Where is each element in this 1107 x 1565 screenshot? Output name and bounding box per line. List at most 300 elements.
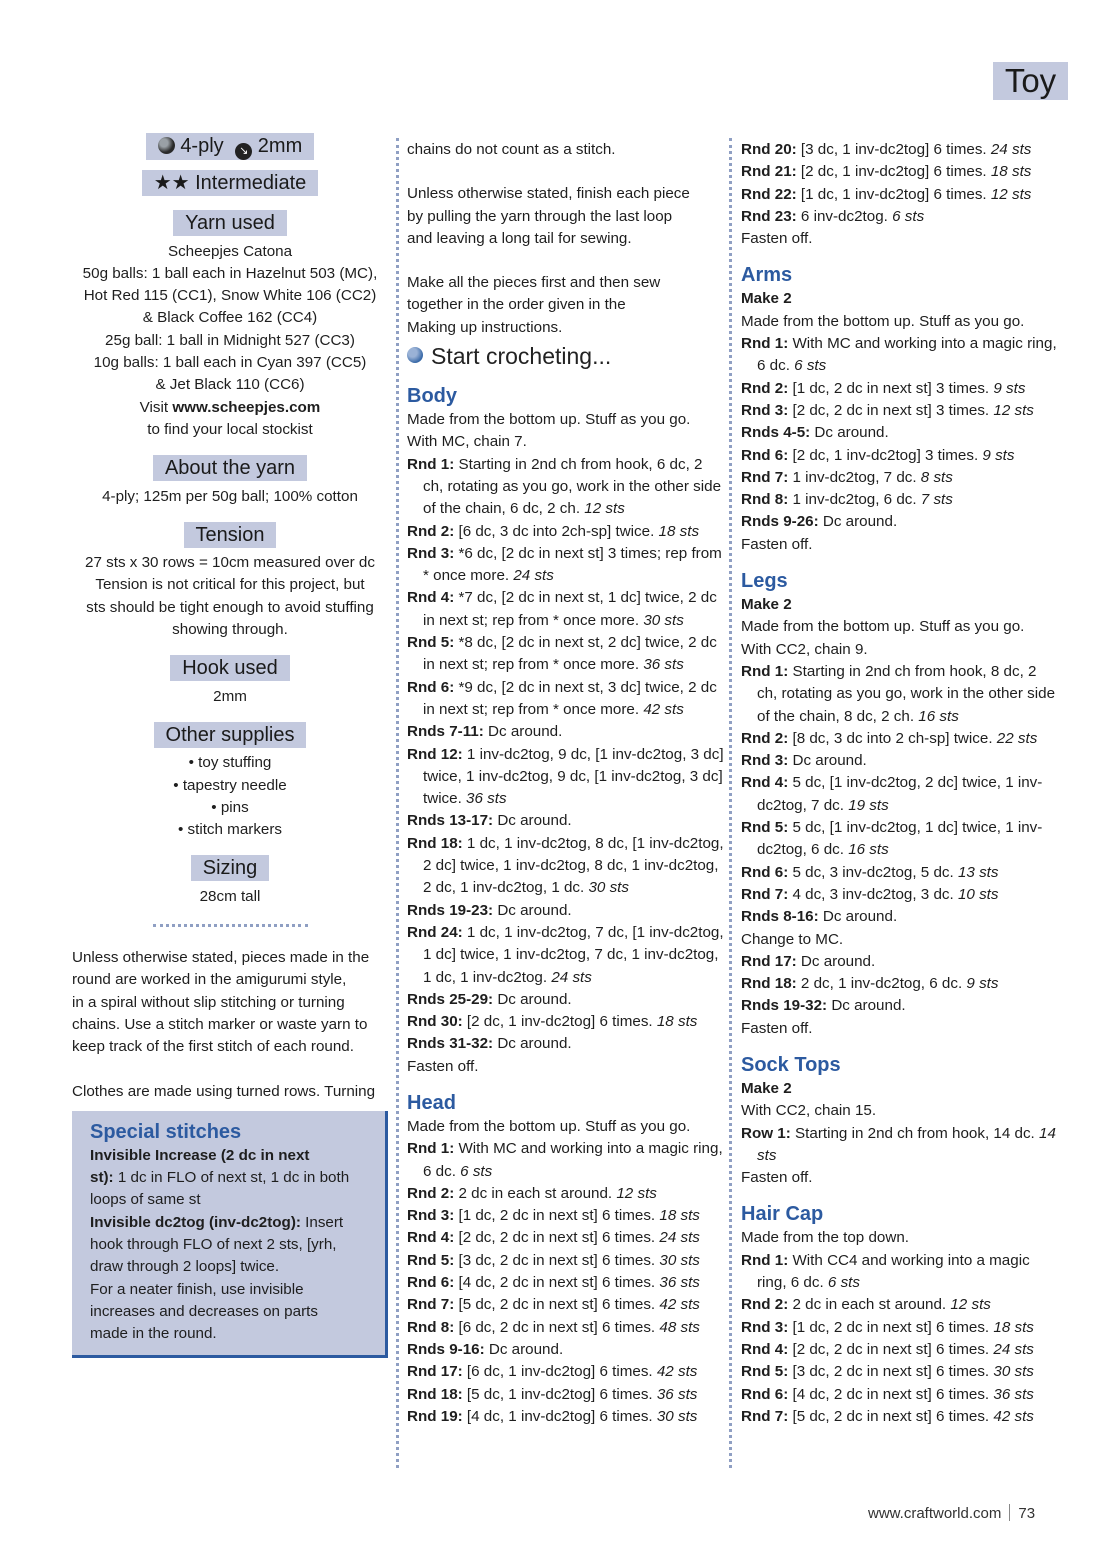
pattern-row <box>741 750 1059 772</box>
row-text: 1 inv-dc2tog, 6 dc. <box>788 491 921 509</box>
sidebar-sections <box>72 210 388 908</box>
pattern-row <box>741 1294 1059 1316</box>
row-label: Rnd 4: <box>407 589 455 607</box>
pattern-row <box>741 139 1059 161</box>
row-label: Rnd 6: <box>741 1385 789 1403</box>
row-text: [4 dc, 2 dc in next st] 6 times. <box>454 1274 660 1292</box>
pattern-row <box>741 906 1059 928</box>
pattern-row <box>407 900 725 922</box>
row-label: Rnds 9-26: <box>741 513 819 531</box>
start-heading <box>407 341 725 371</box>
stitch-count: 6 sts <box>460 1162 493 1180</box>
pattern-row <box>741 973 1059 995</box>
row-text: Dc around. <box>493 812 572 830</box>
row-label: Rnds 8-16: <box>741 908 819 926</box>
pattern-row <box>407 677 725 722</box>
row-text: [1 dc, 1 inv-dc2tog] 6 times. <box>796 185 991 203</box>
text-line: and leaving a long tail for sewing. <box>407 229 632 247</box>
pattern-row <box>741 817 1059 862</box>
stitch-count: 24 sts <box>513 567 554 585</box>
section-line: Scheepjes Catona <box>167 242 293 260</box>
pattern-row <box>741 422 1059 444</box>
row-label: Rnd 20: <box>741 141 797 158</box>
pattern-row <box>741 1317 1059 1339</box>
row-label: Rnds 19-23: <box>407 901 494 919</box>
stitch-count: 14 sts <box>757 1124 1056 1164</box>
pattern-row <box>407 632 725 677</box>
dotted-divider <box>153 924 308 927</box>
pattern-row <box>407 1272 725 1294</box>
section-line: 2mm <box>213 687 247 705</box>
special-line <box>90 1189 371 1211</box>
stitch-count: 12 sts <box>950 1296 991 1314</box>
row-label: Rnd 6: <box>741 446 789 464</box>
section-line: sts should be tight enough to avoid stuffing <box>86 598 374 616</box>
section-label-wrap <box>72 522 388 548</box>
section-line: 50g balls: 1 ball each in Hazelnut 503 (MC), <box>82 264 378 282</box>
text-line: Make all the pieces first and then sew <box>407 274 661 292</box>
row-text: Dc around. <box>818 513 898 531</box>
row-label: Rnd 18: <box>407 834 463 852</box>
row-text: [4 dc, 2 dc in next st] 6 times. <box>788 1385 994 1403</box>
row-text: [6 dc, 3 dc into 2ch-sp] twice. <box>454 522 659 540</box>
text-line: together in the order given in the <box>407 296 626 314</box>
section-line: & Jet Black 110 (CC6) <box>155 376 305 394</box>
row-label: Rnd 4: <box>741 1340 789 1358</box>
pattern-row <box>741 184 1059 206</box>
section-line: Hot Red 115 (CC1), Snow White 106 (CC2) <box>83 287 377 305</box>
stitch-count: 9 sts <box>982 446 1015 464</box>
pattern-row <box>741 511 1059 533</box>
pattern-row <box>741 1406 1059 1428</box>
stitch-count: 18 sts <box>993 1318 1034 1336</box>
stitch-count: 30 sts <box>656 1407 698 1425</box>
text-line: Made from the bottom up. Stuff as you go. <box>407 411 691 429</box>
special-term: st): <box>90 1169 114 1187</box>
row-label: Rnd 17: <box>407 1363 463 1381</box>
stitch-count: 36 sts <box>466 790 507 808</box>
section-line: • stitch markers <box>177 821 283 839</box>
pattern-row <box>407 587 725 632</box>
section-body <box>72 886 388 908</box>
section-line: • pins <box>211 798 249 816</box>
intro-line: keep track of the first stitch of each round. <box>72 1038 354 1056</box>
special-text: 1 dc in FLO of next st, 1 dc in both <box>113 1169 350 1187</box>
row-label: Rnds 7-11: <box>407 723 484 741</box>
row-text: 5 dc, [1 inv-dc2tog, 1 dc] twice, 1 inv-dc2tog, 6 dc. <box>757 819 1043 859</box>
special-line <box>90 1301 371 1323</box>
stitch-count: 18 sts <box>658 522 700 540</box>
row-label: Rnd 1: <box>741 1251 789 1269</box>
row-label: Rnd 5: <box>741 819 789 837</box>
row-label: Rnd 2: <box>407 522 455 540</box>
section-line: 27 sts x 30 rows = 10cm measured over dc <box>85 554 375 572</box>
text-line: chains do not count as a stitch. <box>407 141 616 158</box>
pattern-row <box>407 1294 725 1316</box>
row-text: 1 inv-dc2tog, 7 dc. <box>788 468 921 486</box>
stitch-count: 18 sts <box>656 1013 698 1031</box>
stitch-count: 9 sts <box>966 975 999 993</box>
row-text: 5 dc, [1 inv-dc2tog, 2 dc] twice, 1 inv-dc2tog, 7 dc. <box>757 774 1043 814</box>
row-label: Rnd 23: <box>741 207 797 225</box>
yarn-weight: 4-ply <box>180 135 224 157</box>
section-line: showing through. <box>172 621 288 639</box>
stitch-count: 12 sts <box>993 401 1034 419</box>
row-text: [2 dc, 1 inv-dc2tog] 3 times. <box>788 446 983 464</box>
row-label: Rnd 18: <box>407 1385 463 1403</box>
row-label: Rnd 1: <box>407 455 455 473</box>
row-text: [5 dc, 1 inv-dc2tog] 6 times. <box>462 1385 657 1403</box>
pattern-row <box>741 995 1059 1017</box>
special-line <box>90 1256 371 1278</box>
section-label: Yarn used <box>173 210 287 236</box>
stitch-count: 24 sts <box>551 968 592 986</box>
stitch-count: 18 sts <box>990 163 1032 181</box>
stitch-count: 19 sts <box>848 796 889 814</box>
row-text: [1 dc, 2 dc in next st] 3 times. <box>788 379 994 397</box>
section-line: & Black Coffee 162 (CC4) <box>142 309 318 327</box>
row-text: Dc around. <box>493 990 572 1008</box>
row-text: Dc around. <box>818 908 898 926</box>
pattern-row <box>407 1317 725 1339</box>
pattern-row <box>741 1361 1059 1383</box>
visit-suffix: to find your local stockist <box>147 420 313 438</box>
pattern-column-2 <box>407 139 725 1428</box>
pattern-row <box>741 951 1059 973</box>
pattern-row <box>741 378 1059 400</box>
stitch-count: 42 sts <box>659 1296 700 1314</box>
row-text: [4 dc, 1 inv-dc2tog] 6 times. <box>462 1407 657 1425</box>
row-text: [6 dc, 2 dc in next st] 6 times. <box>454 1318 660 1336</box>
row-label: Rnd 7: <box>741 468 789 486</box>
row-label: Rnd 30: <box>407 1013 463 1031</box>
section-line: 10g balls: 1 ball each in Cyan 397 (CC5) <box>93 354 367 372</box>
hook-size: 2mm <box>257 135 303 157</box>
row-label: Rnd 18: <box>741 975 797 993</box>
section-label: Sizing <box>191 855 269 881</box>
intro-line: round are worked in the amigurumi style, <box>72 971 347 989</box>
row-label: Rnd 3: <box>741 1318 789 1336</box>
row-text: [2 dc, 1 inv-dc2tog] 6 times. <box>796 163 991 181</box>
column-divider <box>396 138 399 1468</box>
row-text: With MC and working into a magic ring, 6 dc. <box>423 1140 723 1180</box>
row-text: Dc around. <box>483 723 563 741</box>
row-text: 1 inv-dc2tog, 9 dc, [1 inv-dc2tog, 3 dc] twice, 1 inv-dc2tog, 9 dc, [1 inv-dc2tog, 3 dc] twice. <box>423 745 724 808</box>
text-line: With CC2, chain 15. <box>741 1102 877 1120</box>
row-label: Rnd 4: <box>407 1229 455 1247</box>
text-line: Fasten off. <box>741 535 813 553</box>
section-heading: Head <box>407 1091 456 1114</box>
section-line: 4-ply; 125m per 50g ball; 100% cotton <box>102 487 358 505</box>
pattern-row <box>407 1011 725 1033</box>
pattern-row <box>741 161 1059 183</box>
pattern-row <box>407 833 725 900</box>
section-label: Other supplies <box>154 722 307 748</box>
row-label: Rnd 5: <box>407 634 455 652</box>
stitch-count: 24 sts <box>990 141 1032 158</box>
page-footer <box>868 1504 1035 1522</box>
info-sidebar <box>72 133 388 1358</box>
pattern-row <box>407 1138 725 1183</box>
stitch-count: 36 sts <box>659 1274 700 1292</box>
intro-line: in a spiral without slip stitching or turning <box>72 993 345 1011</box>
text-line: Fasten off. <box>741 1169 813 1187</box>
section-label: Hook used <box>170 655 290 681</box>
section-body <box>72 241 388 442</box>
special-text: increases and decreases on parts <box>90 1302 318 1320</box>
row-label: Rnd 1: <box>407 1140 455 1158</box>
row-label: Rnd 2: <box>407 1184 455 1202</box>
stitch-count: 12 sts <box>584 500 625 518</box>
page-number: 73 <box>1018 1505 1036 1522</box>
row-text: 2 dc in each st around. <box>454 1184 617 1202</box>
stitch-count: 36 sts <box>656 1385 698 1403</box>
text-line: With CC2, chain 9. <box>741 640 868 658</box>
stitch-count: 10 sts <box>957 885 999 903</box>
section-label-wrap <box>72 655 388 681</box>
row-text: 1 dc, 1 inv-dc2tog, 8 dc, [1 inv-dc2tog, 2 dc] twice, 1 inv-dc2tog, 8 dc, 1 inv-dc2tog, 2 dc, 1 inv-dc2tog, 1 dc. <box>423 834 724 897</box>
text-line: Fasten off. <box>741 1019 813 1037</box>
special-text: Insert <box>300 1213 344 1231</box>
row-text: [2 dc, 2 dc in next st] 6 times. <box>454 1229 660 1247</box>
row-text: Dc around. <box>796 952 876 970</box>
stitch-count: 24 sts <box>993 1340 1034 1358</box>
stitch-count: 16 sts <box>918 707 959 725</box>
row-label: Rnd 2: <box>741 729 789 747</box>
row-label: Rnd 3: <box>741 401 789 419</box>
row-text: Starting in 2nd ch from hook, 6 dc, 2 ch, rotating as you go, work in the other side of the chain, 6 dc, 2 ch. <box>423 455 722 518</box>
row-label: Rnd 3: <box>407 544 455 562</box>
pattern-row <box>741 772 1059 817</box>
pattern-row <box>407 1205 725 1227</box>
stitch-count: 48 sts <box>659 1318 700 1336</box>
pattern-row <box>741 884 1059 906</box>
pattern-column-3 <box>741 139 1059 1428</box>
row-text: [2 dc, 2 dc in next st] 3 times. <box>788 401 994 419</box>
pattern-row <box>407 454 725 521</box>
row-text: Starting in 2nd ch from hook, 14 dc. <box>790 1124 1039 1142</box>
special-text: draw through 2 loops] twice. <box>90 1258 280 1276</box>
stitch-count: 42 sts <box>656 1363 698 1381</box>
make-count: Make 2 <box>741 596 792 614</box>
special-line <box>90 1323 371 1345</box>
pattern-row <box>407 721 725 743</box>
special-term: Invisible dc2tog (inv-dc2tog): <box>90 1213 301 1231</box>
row-label: Rnds 13-17: <box>407 812 494 830</box>
hook-icon: ↘ <box>235 143 252 160</box>
row-text: 1 dc, 1 inv-dc2tog, 7 dc, [1 inv-dc2tog, 1 dc] twice, 1 inv-dc2tog, 7 dc, 1 inv-dc2tog, 1 dc, 1 inv-dc2tog. <box>423 923 724 986</box>
pattern-row <box>741 206 1059 228</box>
spacer <box>407 250 725 272</box>
special-stitches-title: Special stitches <box>90 1120 242 1143</box>
pattern-row <box>407 989 725 1011</box>
section-heading: Legs <box>741 570 788 593</box>
section-heading: Hair Cap <box>741 1203 824 1226</box>
stitch-count: 30 sts <box>643 611 684 629</box>
section-label-wrap <box>72 455 388 481</box>
pattern-row <box>407 1339 725 1361</box>
row-label: Rnd 6: <box>407 678 455 696</box>
row-text: Dc around. <box>493 1035 572 1053</box>
special-line <box>90 1234 371 1256</box>
stitch-count: 30 sts <box>659 1251 700 1269</box>
row-text: Dc around. <box>810 424 889 442</box>
text-line: Made from the top down. <box>741 1229 909 1247</box>
pattern-row <box>407 922 725 989</box>
stitch-count: 42 sts <box>643 700 684 718</box>
pattern-row <box>741 1384 1059 1406</box>
special-term: Invisible Increase (2 dc in next <box>90 1146 310 1164</box>
row-label: Rnd 17: <box>741 952 797 970</box>
pattern-row <box>407 810 725 832</box>
section-body <box>72 552 388 641</box>
special-line <box>90 1212 371 1234</box>
make-count: Make 2 <box>741 290 792 308</box>
column-divider <box>729 138 732 1468</box>
start-heading-text: Start crocheting... <box>431 343 612 370</box>
row-label: Rnd 3: <box>407 1207 455 1225</box>
text-line: With MC, chain 7. <box>407 433 527 451</box>
section-line: • toy stuffing <box>188 754 272 772</box>
row-label: Rnd 22: <box>741 185 797 203</box>
stitch-count: 8 sts <box>920 468 953 486</box>
row-label: Row 1: <box>741 1124 791 1142</box>
row-text: [2 dc, 1 inv-dc2tog] 6 times. <box>462 1013 657 1031</box>
row-text: Dc around. <box>493 901 572 919</box>
stitch-count: 12 sts <box>990 185 1032 203</box>
stitch-count: 6 sts <box>892 207 925 225</box>
footer-separator <box>1009 1504 1010 1521</box>
stitch-count: 22 sts <box>996 729 1038 747</box>
text-line: Fasten off. <box>407 1057 479 1075</box>
clothes-text: Clothes are made using turned rows. Turning <box>72 1082 376 1100</box>
section-label-wrap <box>72 210 388 236</box>
row-text: *6 dc, [2 dc in next st] 3 times; rep from * once more. <box>423 544 722 585</box>
row-text: [1 dc, 2 dc in next st] 6 times. <box>454 1207 660 1225</box>
row-label: Rnds 9-16: <box>407 1340 485 1358</box>
row-text: With CC4 and working into a magic ring, 6 dc. <box>757 1251 1030 1292</box>
pattern-row <box>407 1250 725 1272</box>
text-line: Made from the bottom up. Stuff as you go. <box>741 618 1025 636</box>
row-text: [3 dc, 2 dc in next st] 6 times. <box>454 1251 660 1269</box>
intro-line: chains. Use a stitch marker or waste yarn to <box>72 1015 368 1033</box>
visit-line <box>72 397 388 419</box>
row-label: Rnd 24: <box>407 923 463 941</box>
stitch-count: 24 sts <box>659 1229 700 1247</box>
text-line: Made from the bottom up. Stuff as you go. <box>407 1117 691 1135</box>
row-label: Rnd 8: <box>741 491 789 509</box>
row-text: Dc around. <box>484 1340 564 1358</box>
row-text: [1 dc, 2 dc in next st] 6 times. <box>788 1318 994 1336</box>
intro-line: Unless otherwise stated, pieces made in the <box>72 949 370 967</box>
row-label: Rnd 3: <box>741 752 789 770</box>
row-text: Dc around. <box>788 752 867 770</box>
pattern-row <box>741 728 1059 750</box>
row-text: [6 dc, 1 inv-dc2tog] 6 times. <box>462 1363 657 1381</box>
special-text: loops of same st <box>90 1191 201 1209</box>
row-label: Rnd 19: <box>407 1407 463 1425</box>
yarn-ball-icon <box>407 347 423 363</box>
stitch-count: 9 sts <box>993 379 1026 397</box>
section-heading: Arms <box>741 264 793 287</box>
section-line: Tension is not critical for this project, but <box>95 576 365 594</box>
pattern-row <box>407 1183 725 1205</box>
stitch-count: 6 sts <box>827 1274 860 1292</box>
row-text: 6 inv-dc2tog. <box>796 207 893 225</box>
row-label: Rnd 6: <box>407 1274 455 1292</box>
row-label: Rnd 5: <box>407 1251 455 1269</box>
pattern-row <box>741 445 1059 467</box>
section-line: 25g ball: 1 ball in Midnight 527 (CC3) <box>105 331 355 349</box>
section-heading: Sock Tops <box>741 1053 841 1076</box>
row-text: Dc around. <box>827 997 906 1015</box>
row-text: *8 dc, [2 dc in next st, 2 dc] twice, 2 dc in next st; rep from * once more. <box>423 634 717 674</box>
intro-text <box>72 947 388 1058</box>
weight-hook-label <box>146 133 315 160</box>
row-label: Rnd 7: <box>741 1407 789 1425</box>
row-label: Rnds 19-32: <box>741 997 828 1015</box>
stitch-count: 6 sts <box>794 357 827 375</box>
make-count: Make 2 <box>741 1079 792 1097</box>
special-text: hook through FLO of next 2 sts, [yrh, <box>90 1235 337 1253</box>
pattern-row <box>741 1339 1059 1361</box>
pattern-row <box>741 467 1059 489</box>
text-line: Fasten off. <box>741 230 813 248</box>
row-text: Starting in 2nd ch from hook, 8 dc, 2 ch, rotating as you go, work in the other side of the chain, 8 dc, 2 ch. <box>757 662 1056 725</box>
row-label: Rnd 2: <box>741 1296 789 1314</box>
section-label-wrap <box>72 855 388 881</box>
stitch-count: 13 sts <box>957 863 999 881</box>
special-line <box>90 1279 371 1301</box>
row-text: [5 dc, 2 dc in next st] 6 times. <box>788 1407 994 1425</box>
row-label: Rnd 6: <box>741 863 789 881</box>
pattern-row <box>741 333 1059 378</box>
footer-url: www.craftworld.com <box>868 1505 1002 1522</box>
special-line <box>90 1167 371 1189</box>
stitch-count: 30 sts <box>588 879 629 897</box>
visit-prefix: Visit <box>139 398 173 416</box>
pattern-row <box>741 661 1059 728</box>
section-label: Tension <box>184 522 277 548</box>
row-label: Rnd 8: <box>407 1318 455 1336</box>
section-line: • tapestry needle <box>173 776 287 794</box>
stitch-count: 12 sts <box>616 1184 657 1202</box>
section-line: 28cm tall <box>199 887 261 905</box>
row-label: Rnd 7: <box>741 885 789 903</box>
website-link[interactable]: www.scheepjes.com <box>172 398 321 416</box>
text-line: Made from the bottom up. Stuff as you go. <box>741 312 1025 330</box>
special-text: made in the round. <box>90 1325 217 1343</box>
section-tab: Toy <box>993 62 1068 100</box>
row-text: *9 dc, [2 dc in next st, 3 dc] twice, 2 dc in next st; rep from * once more. <box>423 678 717 718</box>
row-label: Rnd 1: <box>741 662 789 680</box>
row-label: Rnds 25-29: <box>407 990 494 1008</box>
row-text: *7 dc, [2 dc in next st, 1 dc] twice, 2 dc in next st; rep from * once more. <box>423 589 717 629</box>
stitch-count: 7 sts <box>920 491 953 509</box>
section-label: About the yarn <box>153 455 307 481</box>
row-label: Rnd 21: <box>741 163 797 181</box>
pattern-row <box>407 521 725 543</box>
section-body <box>72 686 388 708</box>
pattern-row <box>407 1361 725 1383</box>
pattern-row <box>741 862 1059 884</box>
text-line: Change to MC. <box>741 930 844 948</box>
pattern-row <box>741 489 1059 511</box>
special-stitches-box <box>72 1111 388 1359</box>
pattern-row <box>407 1033 725 1055</box>
stitch-count: 18 sts <box>659 1207 700 1225</box>
special-stitches-body <box>90 1145 371 1346</box>
